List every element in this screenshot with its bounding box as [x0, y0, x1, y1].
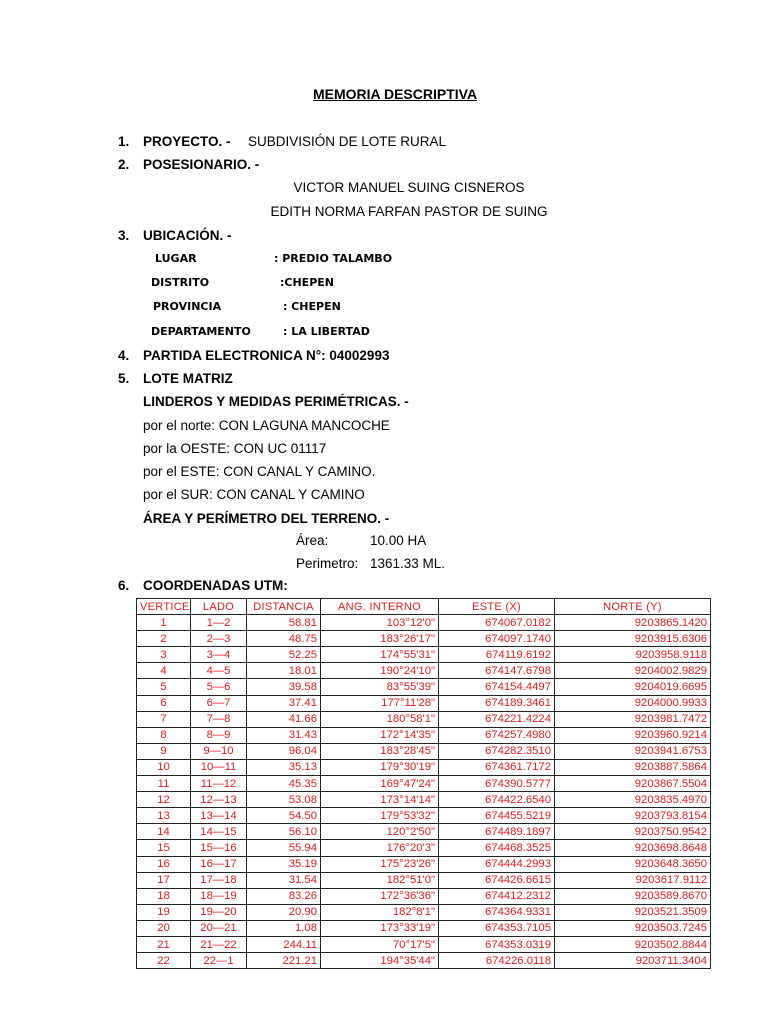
norte-cell: 9203793.8154	[555, 808, 711, 824]
norte-cell: 9203617.9112	[555, 872, 711, 888]
distancia-cell: 37.41	[247, 695, 321, 711]
vertice-cell: 12	[137, 792, 191, 808]
angulo-cell: 183°28'45"	[321, 743, 439, 759]
table-row	[137, 759, 711, 775]
table-row	[137, 840, 711, 856]
lado-cell: 10—11	[191, 759, 247, 775]
partida-label: PARTIDA ELECTRONICA N°: 04002993	[143, 348, 390, 363]
lado-cell: 13—14	[191, 808, 247, 824]
este-cell: 674154.4497	[439, 679, 555, 695]
este-cell: 674282.3510	[439, 743, 555, 759]
vertice-cell: 5	[137, 679, 191, 695]
norte-cell: 9203958.9118	[555, 647, 711, 663]
este-cell: 674444.2993	[439, 856, 555, 872]
lindero-line: por el SUR: CON CANAL Y CAMINO	[143, 487, 365, 502]
angulo-cell: 120°2'50"	[321, 824, 439, 840]
norte-cell: 9203835.4970	[555, 792, 711, 808]
vertice-cell: 18	[137, 888, 191, 904]
table-row	[137, 647, 711, 663]
lindero-line: por el norte: CON LAGUNA MANCOCHE	[143, 418, 390, 433]
angulo-cell: 183°26'17"	[321, 631, 439, 647]
lado-cell: 22—1	[191, 953, 247, 969]
table-row	[137, 888, 711, 904]
distancia-cell: 221.21	[247, 953, 321, 969]
este-cell: 674353.7105	[439, 920, 555, 936]
vertice-cell: 1	[137, 615, 191, 631]
lado-cell: 1—2	[191, 615, 247, 631]
este-cell: 674097.1740	[439, 631, 555, 647]
norte-cell: 9203865.1420	[555, 615, 711, 631]
lado-cell: 8—9	[191, 727, 247, 743]
lado-cell: 9—10	[191, 743, 247, 759]
este-cell: 674422.6540	[439, 792, 555, 808]
angulo-cell: 172°14'35"	[321, 727, 439, 743]
norte-cell: 9203750.9542	[555, 824, 711, 840]
norte-cell: 9204019.6695	[555, 679, 711, 695]
distancia-cell: 48.75	[247, 631, 321, 647]
angulo-cell: 175°23'26"	[321, 856, 439, 872]
norte-cell: 9203503.7245	[555, 920, 711, 936]
table-row	[137, 711, 711, 727]
section-number: 2.	[118, 157, 130, 172]
lado-cell: 12—13	[191, 792, 247, 808]
lado-cell: 16—17	[191, 856, 247, 872]
table-row	[137, 631, 711, 647]
section-number: 3.	[118, 228, 130, 243]
section-number: 5.	[118, 371, 130, 386]
table-row	[137, 743, 711, 759]
distancia-cell: 31.43	[247, 727, 321, 743]
ubicacion-label: UBICACIÓN. -	[143, 228, 232, 243]
distancia-cell: 45.35	[247, 776, 321, 792]
utm-coordinates-table	[136, 598, 711, 969]
distancia-cell: 35.19	[247, 856, 321, 872]
distancia-cell: 56.10	[247, 824, 321, 840]
angulo-cell: 182°8'1"	[321, 904, 439, 920]
table-row	[137, 936, 711, 952]
este-cell: 674353.0319	[439, 936, 555, 952]
distancia-cell: 96.04	[247, 743, 321, 759]
lindero-line: por la OESTE: CON UC 01117	[143, 441, 327, 456]
table-row	[137, 695, 711, 711]
distancia-cell: 1.08	[247, 920, 321, 936]
lado-cell: 19—20	[191, 904, 247, 920]
angulo-cell: 180°58'1"	[321, 711, 439, 727]
vertice-cell: 14	[137, 824, 191, 840]
proyecto-value: SUBDIVISIÓN DE LOTE RURAL	[248, 134, 447, 149]
distancia-cell: 18.01	[247, 663, 321, 679]
ubicacion-value: :CHEPEN	[280, 276, 334, 289]
norte-cell: 9204000.9933	[555, 695, 711, 711]
perimetro-value: 1361.33 ML.	[370, 556, 446, 571]
table-row	[137, 776, 711, 792]
column-header: DISTANCIA	[247, 599, 321, 615]
vertice-cell: 10	[137, 759, 191, 775]
distancia-cell: 41.66	[247, 711, 321, 727]
table-row	[137, 824, 711, 840]
ubicacion-key: PROVINCIA	[153, 300, 222, 313]
angulo-cell: 173°33'19"	[321, 920, 439, 936]
distancia-cell: 55.94	[247, 840, 321, 856]
este-cell: 674364.9331	[439, 904, 555, 920]
table-row	[137, 904, 711, 920]
este-cell: 674489.1897	[439, 824, 555, 840]
page-title: MEMORIA DESCRIPTIVA	[312, 86, 478, 102]
este-cell: 674226.0118	[439, 953, 555, 969]
lado-cell: 17—18	[191, 872, 247, 888]
perimetro-label: Perimetro:	[296, 556, 359, 571]
vertice-cell: 6	[137, 695, 191, 711]
norte-cell: 9203941.6753	[555, 743, 711, 759]
posesionario-label: POSESIONARIO. -	[143, 157, 260, 172]
norte-cell: 9204002.9829	[555, 663, 711, 679]
este-cell: 674426.6615	[439, 872, 555, 888]
vertice-cell: 9	[137, 743, 191, 759]
posesionario-name: VICTOR MANUEL SUING CISNEROS	[293, 180, 525, 195]
vertice-cell: 3	[137, 647, 191, 663]
column-header: ESTE (X)	[439, 599, 555, 615]
norte-cell: 9203589.8670	[555, 888, 711, 904]
vertice-cell: 16	[137, 856, 191, 872]
norte-cell: 9203711.3404	[555, 953, 711, 969]
angulo-cell: 179°53'32"	[321, 808, 439, 824]
angulo-cell: 173°14'14"	[321, 792, 439, 808]
norte-cell: 9203698.8648	[555, 840, 711, 856]
angulo-cell: 179°30'19"	[321, 759, 439, 775]
column-header: LADO	[191, 599, 247, 615]
table-row	[137, 615, 711, 631]
norte-cell: 9203915.6306	[555, 631, 711, 647]
vertice-cell: 19	[137, 904, 191, 920]
lote-label: LOTE MATRIZ	[143, 371, 233, 386]
angulo-cell: 83°55'39"	[321, 679, 439, 695]
distancia-cell: 58.81	[247, 615, 321, 631]
ubicacion-key: DEPARTAMENTO	[151, 325, 251, 338]
column-header: VERTICE	[137, 599, 191, 615]
distancia-cell: 54.50	[247, 808, 321, 824]
section-number: 4.	[118, 348, 130, 363]
vertice-cell: 2	[137, 631, 191, 647]
distancia-cell: 20.90	[247, 904, 321, 920]
este-cell: 674468.3525	[439, 840, 555, 856]
vertice-cell: 17	[137, 872, 191, 888]
lado-cell: 15—16	[191, 840, 247, 856]
norte-cell: 9203648.3650	[555, 856, 711, 872]
angulo-cell: 103°12'0"	[321, 615, 439, 631]
table-row	[137, 808, 711, 824]
table-header-row	[137, 599, 711, 615]
area-label: Área:	[296, 533, 329, 548]
lado-cell: 18—19	[191, 888, 247, 904]
vertice-cell: 22	[137, 953, 191, 969]
norte-cell: 9203981.7472	[555, 711, 711, 727]
este-cell: 674257.4980	[439, 727, 555, 743]
vertice-cell: 13	[137, 808, 191, 824]
este-cell: 674119.6192	[439, 647, 555, 663]
vertice-cell: 11	[137, 776, 191, 792]
angulo-cell: 174°55'31"	[321, 647, 439, 663]
coordenadas-label: COORDENADAS UTM:	[143, 578, 288, 593]
ubicacion-value: : CHEPEN	[283, 300, 341, 313]
este-cell: 674455.5219	[439, 808, 555, 824]
distancia-cell: 35.13	[247, 759, 321, 775]
distancia-cell: 244.11	[247, 936, 321, 952]
table-row	[137, 792, 711, 808]
table-row	[137, 679, 711, 695]
lado-cell: 6—7	[191, 695, 247, 711]
posesionario-name: EDITH NORMA FARFAN PASTOR DE SUING	[270, 204, 548, 219]
vertice-cell: 15	[137, 840, 191, 856]
lado-cell: 5—6	[191, 679, 247, 695]
section-number: 6.	[118, 578, 130, 593]
este-cell: 674412.2312	[439, 888, 555, 904]
vertice-cell: 20	[137, 920, 191, 936]
este-cell: 674390.5777	[439, 776, 555, 792]
norte-cell: 9203502.8844	[555, 936, 711, 952]
column-header: NORTE (Y)	[555, 599, 711, 615]
norte-cell: 9203521.3509	[555, 904, 711, 920]
area-value: 10.00 HA	[370, 533, 427, 548]
lado-cell: 4—5	[191, 663, 247, 679]
lado-cell: 3—4	[191, 647, 247, 663]
distancia-cell: 83.26	[247, 888, 321, 904]
angulo-cell: 177°11'28"	[321, 695, 439, 711]
lado-cell: 21—22	[191, 936, 247, 952]
table-body	[137, 615, 711, 969]
distancia-cell: 52.25	[247, 647, 321, 663]
este-cell: 674067.0182	[439, 615, 555, 631]
table-row	[137, 856, 711, 872]
vertice-cell: 21	[137, 936, 191, 952]
ubicacion-key: LUGAR	[155, 252, 197, 265]
lado-cell: 2—3	[191, 631, 247, 647]
angulo-cell: 169°47'24"	[321, 776, 439, 792]
ubicacion-value: : PREDIO TALAMBO	[274, 252, 393, 265]
ubicacion-value: : LA LIBERTAD	[283, 325, 370, 338]
column-header: ANG. INTERNO	[321, 599, 439, 615]
lado-cell: 14—15	[191, 824, 247, 840]
distancia-cell: 39.58	[247, 679, 321, 695]
este-cell: 674221.4224	[439, 711, 555, 727]
table-row	[137, 872, 711, 888]
angulo-cell: 182°51'0"	[321, 872, 439, 888]
proyecto-label: PROYECTO. -	[143, 134, 231, 149]
este-cell: 674147.6798	[439, 663, 555, 679]
norte-cell: 9203887.5864	[555, 759, 711, 775]
vertice-cell: 8	[137, 727, 191, 743]
este-cell: 674361.7172	[439, 759, 555, 775]
este-cell: 674189.3461	[439, 695, 555, 711]
ubicacion-key: DISTRITO	[151, 276, 210, 289]
table-row	[137, 953, 711, 969]
lado-cell: 7—8	[191, 711, 247, 727]
angulo-cell: 70°17'5"	[321, 936, 439, 952]
lado-cell: 20—21	[191, 920, 247, 936]
distancia-cell: 53.08	[247, 792, 321, 808]
table-row	[137, 920, 711, 936]
angulo-cell: 172°36'36"	[321, 888, 439, 904]
vertice-cell: 7	[137, 711, 191, 727]
angulo-cell: 176°20'3"	[321, 840, 439, 856]
area-title: ÁREA Y PERÍMETRO DEL TERRENO. -	[143, 511, 390, 526]
lado-cell: 11—12	[191, 776, 247, 792]
table-row	[137, 663, 711, 679]
norte-cell: 9203867.5504	[555, 776, 711, 792]
angulo-cell: 194°35'44"	[321, 953, 439, 969]
norte-cell: 9203960.9214	[555, 727, 711, 743]
linderos-title: LINDEROS Y MEDIDAS PERIMÉTRICAS. -	[143, 394, 409, 409]
angulo-cell: 190°24'10"	[321, 663, 439, 679]
distancia-cell: 31.54	[247, 872, 321, 888]
section-number: 1.	[118, 134, 130, 149]
lindero-line: por el ESTE: CON CANAL Y CAMINO.	[143, 464, 376, 479]
table-row	[137, 727, 711, 743]
vertice-cell: 4	[137, 663, 191, 679]
